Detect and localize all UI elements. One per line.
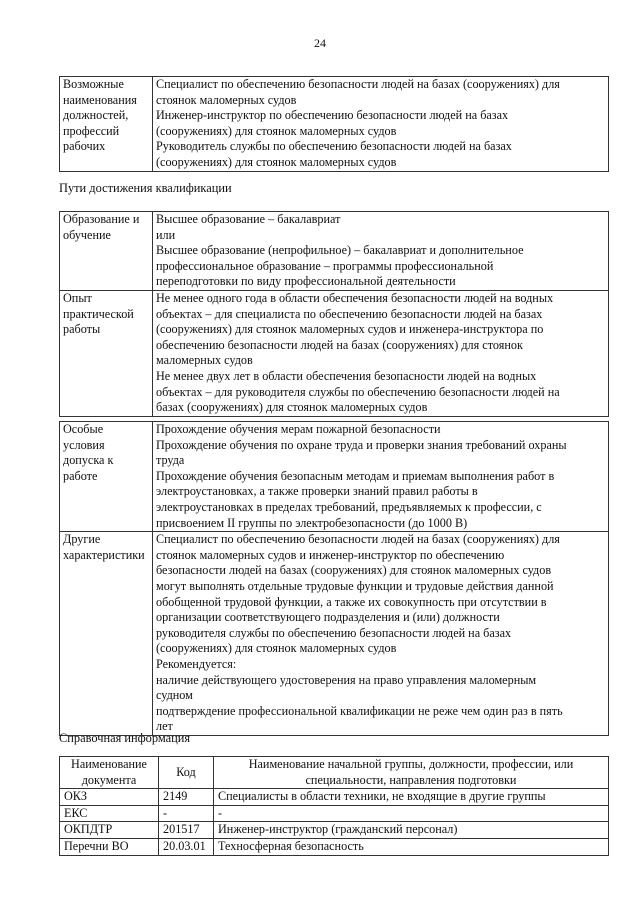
qualification-heading: Пути достижения квалификации	[59, 181, 232, 195]
label-line: Особые	[63, 422, 104, 436]
content-line: (сооружениях) для стоянок маломерных судов и инженера-инструктора по	[156, 322, 544, 337]
label-line: обучение	[63, 227, 111, 242]
ref-name-cell: Специалисты в области техники, не входящие в другие группы	[214, 789, 609, 806]
content-line: безопасности людей на базах (сооружениях) для стоянок маломерных судов	[156, 563, 552, 578]
ref-doc-cell: Перечни ВО	[60, 838, 159, 855]
content-line: Высшее образование (непрофильное) – бакалавриат и дополнительное	[156, 243, 524, 258]
experience-content	[153, 290, 609, 416]
content-line: (сооружениях) для стоянок маломерных судов	[156, 123, 397, 138]
ref-code-cell: 20.03.01	[159, 838, 214, 855]
content-line: Не менее двух лет в области обеспечения безопасности людей на водных	[156, 368, 537, 383]
content-line: переподготовки по виду профессиональной деятельности	[156, 274, 456, 289]
content-line: или	[156, 227, 176, 242]
content-line: Прохождение обучения по охране труда и проверки знания требований охраны	[156, 437, 567, 452]
content-line: базах (сооружениях) для стоянок маломерных судов	[156, 400, 428, 415]
ref-name-cell: -	[214, 805, 609, 822]
content-line: маломерных судов	[156, 353, 253, 368]
content-line: обеспечению безопасности людей на базах (сооружениях) для стоянок	[156, 337, 523, 352]
label-line: Опыт	[63, 290, 92, 305]
content-line: профессиональное образование – программы профессиональной	[156, 258, 494, 273]
ref-code-cell: -	[159, 805, 214, 822]
other-characteristics-content	[153, 532, 609, 736]
qualification-table	[59, 211, 609, 417]
content-line: Прохождение обучения мерам пожарной безопасности	[156, 422, 441, 436]
content-line: подтверждение профессиональной квалификации не реже чем один раз в пять	[156, 703, 563, 718]
page-number: 24	[314, 36, 326, 50]
content-line: Инженер-инструктор по обеспечению безопасности людей на базах	[156, 108, 509, 123]
ref-doc-cell: ОКПДТР	[60, 822, 159, 839]
ref-doc-cell: ОКЗ	[60, 789, 159, 806]
content-line: Специалист по обеспечению безопасности людей на базах (сооружениях) для	[156, 532, 560, 547]
header-document	[60, 757, 159, 789]
label-line: Возможные	[63, 77, 124, 91]
content-line: организации соответствующего подразделения и (или) должности	[156, 610, 500, 625]
other-characteristics-label	[60, 532, 153, 736]
header-name	[214, 757, 609, 789]
content-line: Не менее одного года в области обеспечения безопасности людей на водных	[156, 290, 554, 305]
admission-conditions-label	[60, 422, 153, 532]
header-line: документа	[81, 772, 137, 787]
content-line: стоянок маломерных судов	[156, 92, 297, 107]
experience-label	[60, 290, 153, 416]
content-line: объектах – для специалиста по обеспечению безопасности людей на базах	[156, 306, 543, 321]
content-line: Руководитель службы по обеспечению безопасности людей на базах	[156, 139, 512, 154]
label-line: условия	[63, 437, 105, 452]
content-line: присвоением II группы по электробезопасности (до 1000 В)	[156, 515, 468, 530]
label-line: практической	[63, 306, 134, 321]
content-line: (сооружениях) для стоянок маломерных судов	[156, 641, 397, 656]
admission-conditions-content	[153, 422, 609, 532]
conditions-table	[59, 421, 609, 736]
label-line: должностей,	[63, 108, 129, 123]
header-line: специальности, направления подготовки	[305, 772, 517, 787]
education-content	[153, 212, 609, 291]
table-row	[60, 805, 609, 822]
education-row	[60, 212, 609, 291]
ref-code-cell: 2149	[159, 789, 214, 806]
header-code: Код	[159, 757, 214, 789]
content-line: могут выполнять отдельные трудовые функции и трудовые действия данной	[156, 578, 554, 593]
label-line: Другие	[63, 532, 101, 547]
content-line: Рекомендуется:	[156, 656, 237, 671]
ref-code-cell: 201517	[159, 822, 214, 839]
label-line: работы	[63, 322, 101, 337]
table-row	[60, 822, 609, 839]
content-line: наличие действующего удостоверения на право управления маломерным	[156, 672, 537, 687]
label-line: допуска к	[63, 453, 114, 468]
reference-table	[59, 756, 609, 856]
content-line: руководителя службы по обеспечению безопасности людей на базах	[156, 625, 512, 640]
label-line: Образование и	[63, 212, 140, 226]
content-line: электроустановках в пределах требований, предъявляемых к профессии, с	[156, 499, 542, 514]
reference-header-row	[60, 757, 609, 789]
job-titles-content	[153, 77, 609, 172]
label-line: рабочих	[63, 139, 106, 154]
content-line: лет	[156, 719, 173, 734]
experience-row	[60, 290, 609, 416]
content-line: обобщенной трудовой функции, а также их совокупность при отсутствии в	[156, 594, 547, 609]
content-line: (сооружениях) для стоянок маломерных судов	[156, 154, 397, 169]
table-row	[60, 789, 609, 806]
content-line: Высшее образование – бакалавриат	[156, 212, 341, 226]
table-row	[60, 838, 609, 855]
job-titles-row	[60, 77, 609, 172]
content-line: труда	[156, 453, 185, 468]
label-line: работе	[63, 468, 98, 483]
content-line: судном	[156, 688, 193, 703]
header-line: Наименование начальной группы, должности, профессии, или	[248, 757, 574, 771]
content-line: Специалист по обеспечению безопасности людей на базах (сооружениях) для	[156, 77, 560, 91]
reference-heading: Справочная информация	[59, 731, 191, 745]
label-line: наименования	[63, 92, 137, 107]
content-line: стоянок маломерных судов и инженер-инструктор по обеспечению	[156, 547, 505, 562]
label-line: профессий	[63, 123, 120, 138]
content-line: Прохождение обучения безопасным методам и приемам выполнения работ в	[156, 468, 555, 483]
content-line: электроустановках, а также проверки знаний правил работы в	[156, 484, 478, 499]
education-label	[60, 212, 153, 291]
job-titles-label	[60, 77, 153, 172]
header-line: Наименование	[71, 757, 147, 771]
other-characteristics-row	[60, 532, 609, 736]
ref-doc-cell: ЕКС	[60, 805, 159, 822]
label-line: характеристики	[63, 547, 145, 562]
admission-conditions-row	[60, 422, 609, 532]
content-line: объектах – для руководителя службы по обеспечению безопасности людей на	[156, 384, 560, 399]
ref-name-cell: Техносферная безопасность	[214, 838, 609, 855]
job-titles-table	[59, 76, 609, 172]
ref-name-cell: Инженер-инструктор (гражданский персонал)	[214, 822, 609, 839]
